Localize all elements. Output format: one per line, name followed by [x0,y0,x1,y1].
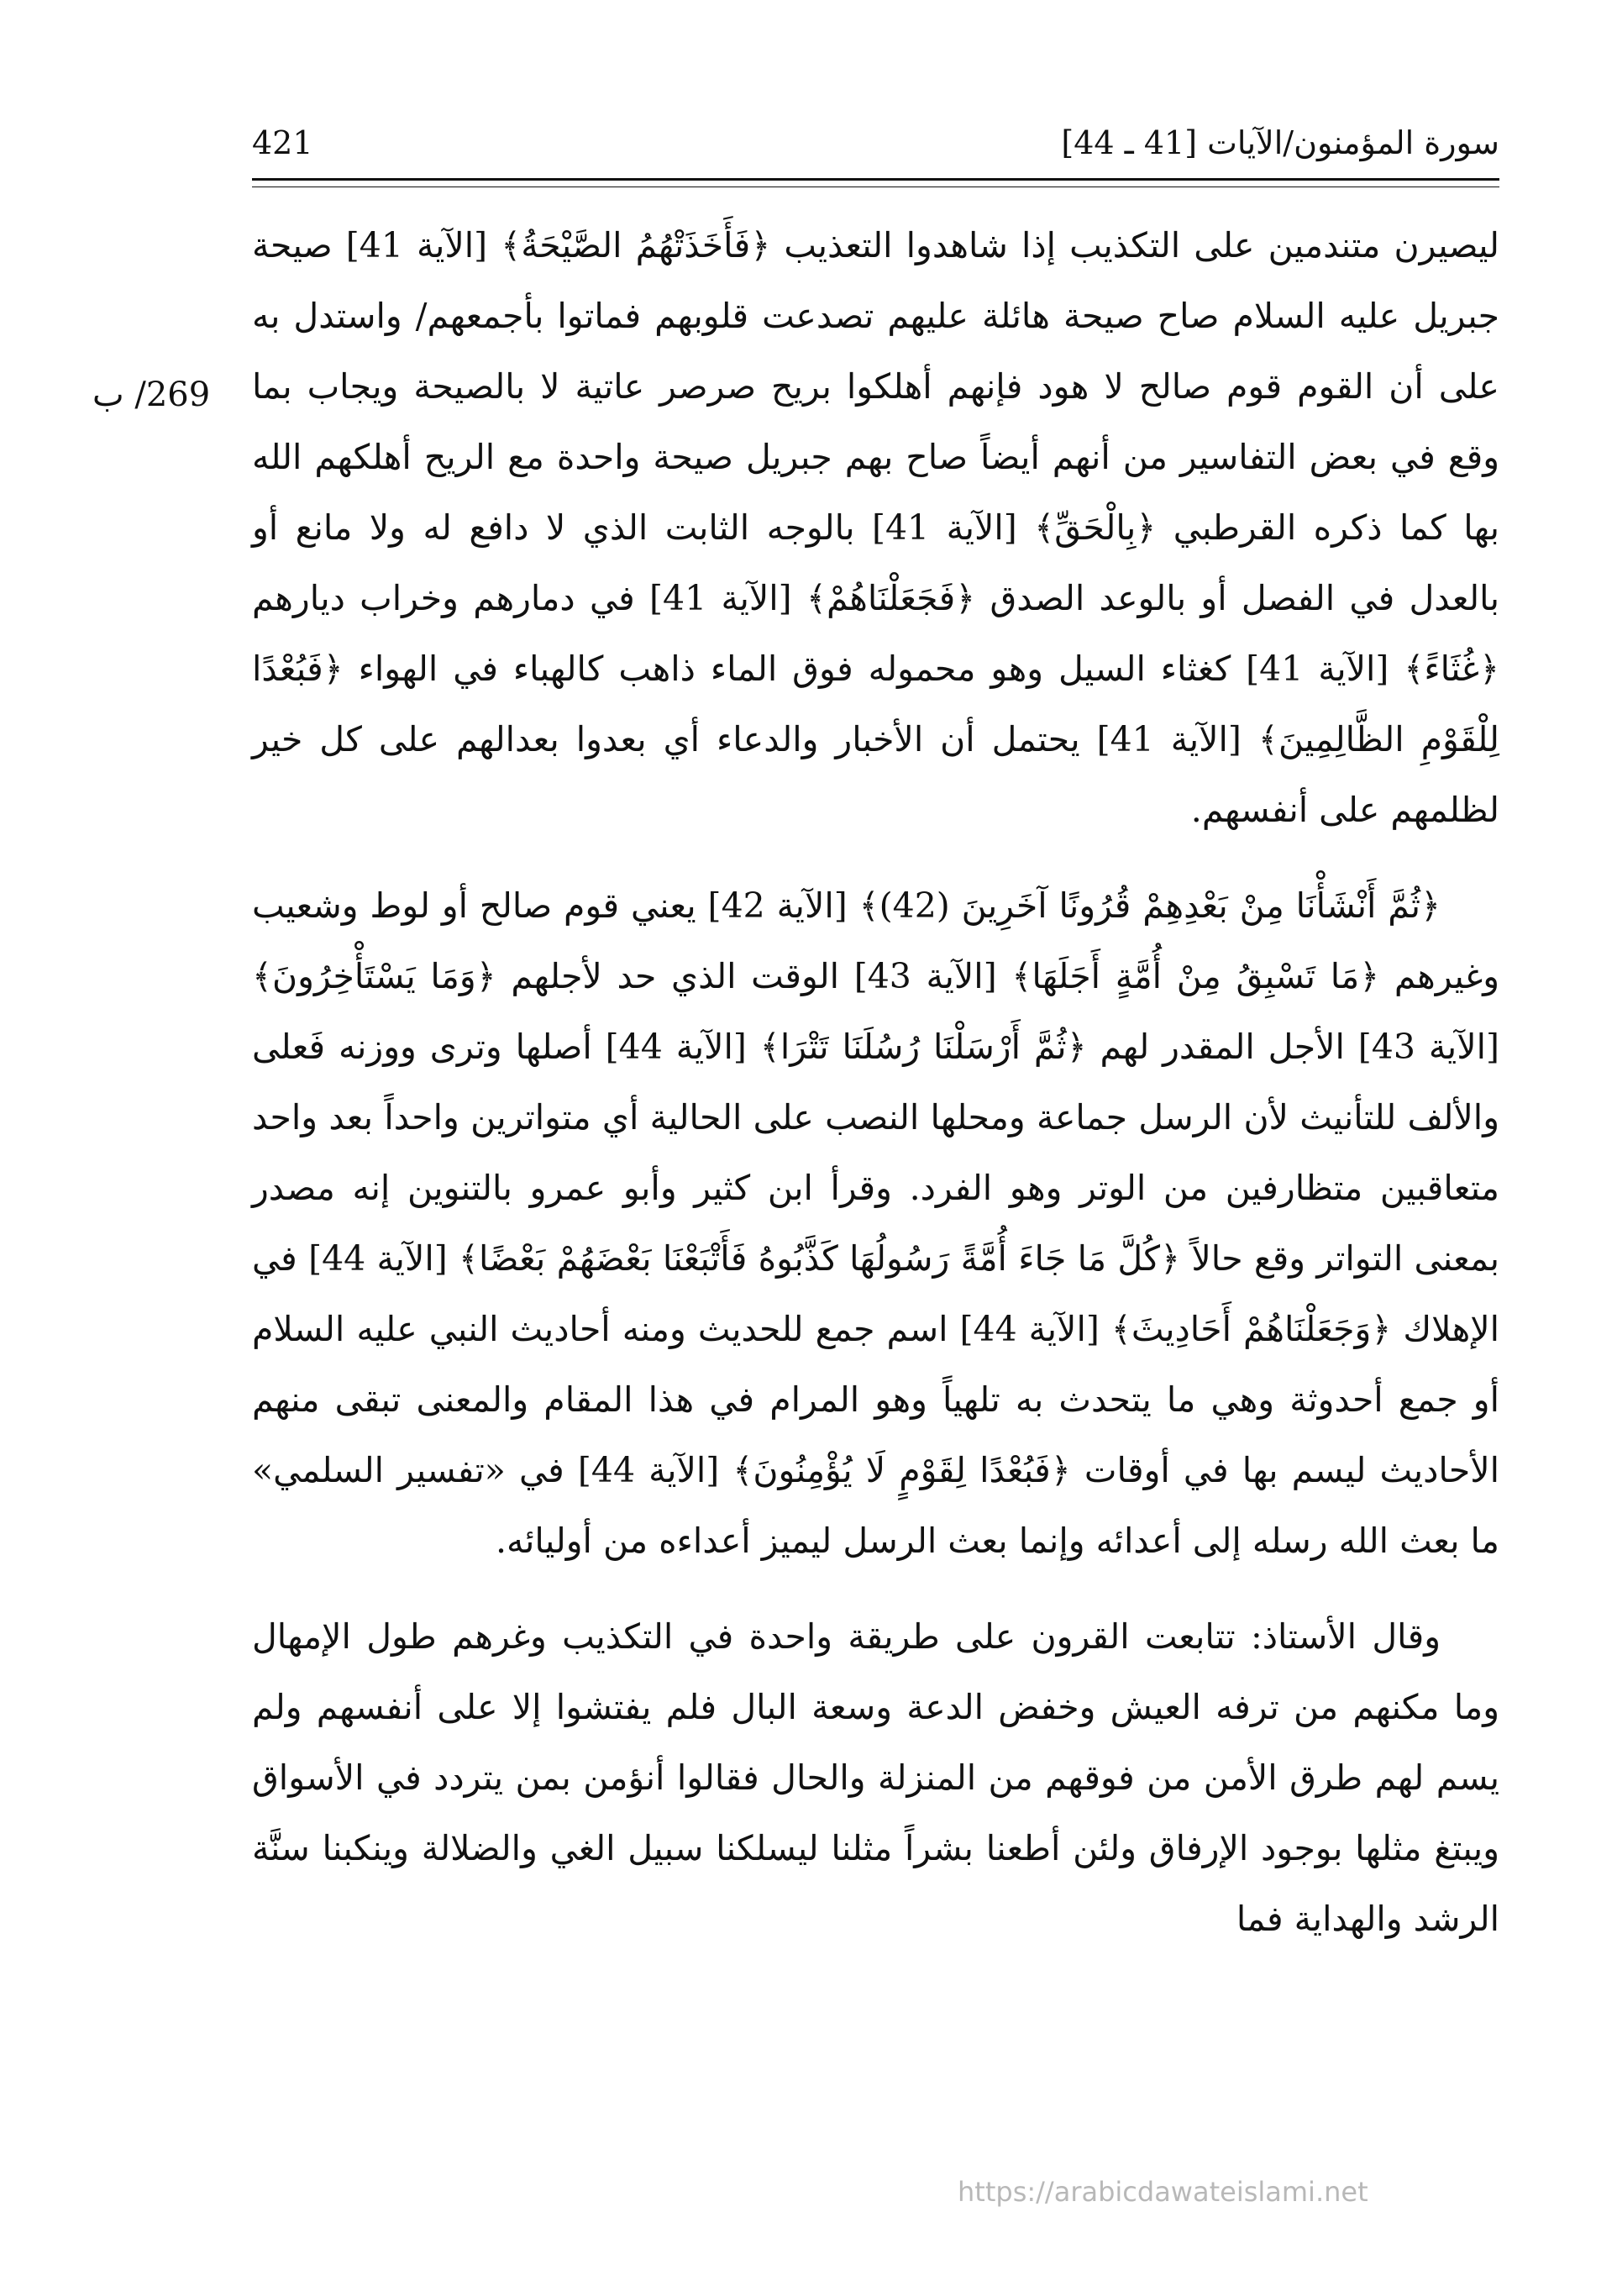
header-rule [252,178,1499,181]
page-number: 421 [252,124,313,161]
paragraph-2: ﴿ثُمَّ أَنْشَأْنَا مِنْ بَعْدِهِمْ قُرُونًا آخَرِينَ (42)﴾ [الآية 42] يعني قوم صالح أو لوط وشعيب وغيرهم ﴿مَا تَسْبِقُ مِنْ أُمَّةٍ أَجَلَهَا﴾ [الآية 43] الوقت الذي حد لأجلهم ﴿وَمَا يَسْتَأْخِرُونَ﴾ [الآية 43] الأجل المقدر لهم ﴿ثُمَّ أَرْسَلْنَا رُسُلَنَا تَتْرَا﴾ [الآية 44] أصلها وترى ووزنه فَعلى والألف للتأنيث لأن الرسل جماعة ومحلها النصب على الحالية أي متواترين واحداً بعد واحد متعاقبين متظارفين من الوتر وهو الفرد. وقرأ ابن كثير وأبو عمرو بالتنوين إنه مصدر بمعنى التواتر وقع حالاً ﴿كُلَّ مَا جَاءَ أُمَّةً رَسُولُهَا كَذَّبُوهُ فَأَتْبَعْنَا بَعْضَهُمْ بَعْضًا﴾ [الآية 44] في الإهلاك ﴿وَجَعَلْنَاهُمْ أَحَادِيثَ﴾ [الآية 44] اسم جمع للحديث ومنه أحاديث النبي عليه السلام أو جمع أحدوثة وهي ما يتحدث به تلهياً وهو المرام في هذا المقام والمعنى تبقى منهم الأحاديث ليسم بها في أوقات ﴿فَبُعْدًا لِقَوْمٍ لَا يُؤْمِنُونَ﴾ [الآية 44] في «تفسير السلمي» ما بعث الله رسله إلى أعدائه وإنما بعث الرسل ليميز أعداءه من أوليائه. [252,885,1499,1561]
page-body [252,210,1499,1954]
manuscript-folio-note: 269/ ب [92,376,211,414]
paragraph-1: ليصيرن متندمين على التكذيب إذا شاهدوا التعذيب ﴿فَأَخَذَتْهُمُ الصَّيْحَةُ﴾ [الآية 41] صيحة جبريل عليه السلام صاح صيحة هائلة عليهم تصدعت قلوبهم فماتوا بأجمعهم/ واستدل به على أن القوم قوم صالح لا هود فإنهم أهلكوا بريح صرصر عاتية لا بالصيحة ويجاب بما وقع في بعض التفاسير من أنهم أيضاً صاح بهم جبريل صيحة واحدة مع الريح أهلكهم الله بها كما ذكره القرطبي ﴿بِالْحَقِّ﴾ [الآية 41] بالوجه الثابت الذي لا دافع له ولا مانع أو بالعدل في الفصل أو بالوعد الصدق ﴿فَجَعَلْنَاهُمْ﴾ [الآية 41] في دمارهم وخراب ديارهم ﴿غُثَاءً﴾ [الآية 41] كغثاء السيل وهو محموله فوق الماء ذاهب كالهباء في الهواء ﴿فَبُعْدًا لِلْقَوْمِ الظَّالِمِينَ﴾ [الآية 41] يحتمل أن الأخبار والدعاء أي بعدوا بعدالهم على كل خير لظلمهم على أنفسهم. [252,225,1500,830]
running-title: سورة المؤمنون/الآيات [41 ـ 44] [1061,124,1499,161]
page-header [252,118,1499,176]
paragraph-3: وقال الأستاذ: تتابعت القرون على طريقة واحدة في التكذيب وغرهم طول الإمهال وما مكنهم من ترفه العيش وخفض الدعة وسعة البال فلم يفتشوا إلا على أنفسهم ولم يسم لهم طرق الأمن من فوقهم من المنزلة والحال فقالوا أنؤمن بمن يتردد في الأسواق ويبتغ مثلها بوجود الإرفاق ولئن أطعنا بشراً مثلنا ليسلكنا سبيل الغي والضلالة وينكبنا سنَّة الرشد والهداية فما [252,1616,1499,1939]
watermark-url: https://arabicdawateislami.net [958,2176,1368,2208]
